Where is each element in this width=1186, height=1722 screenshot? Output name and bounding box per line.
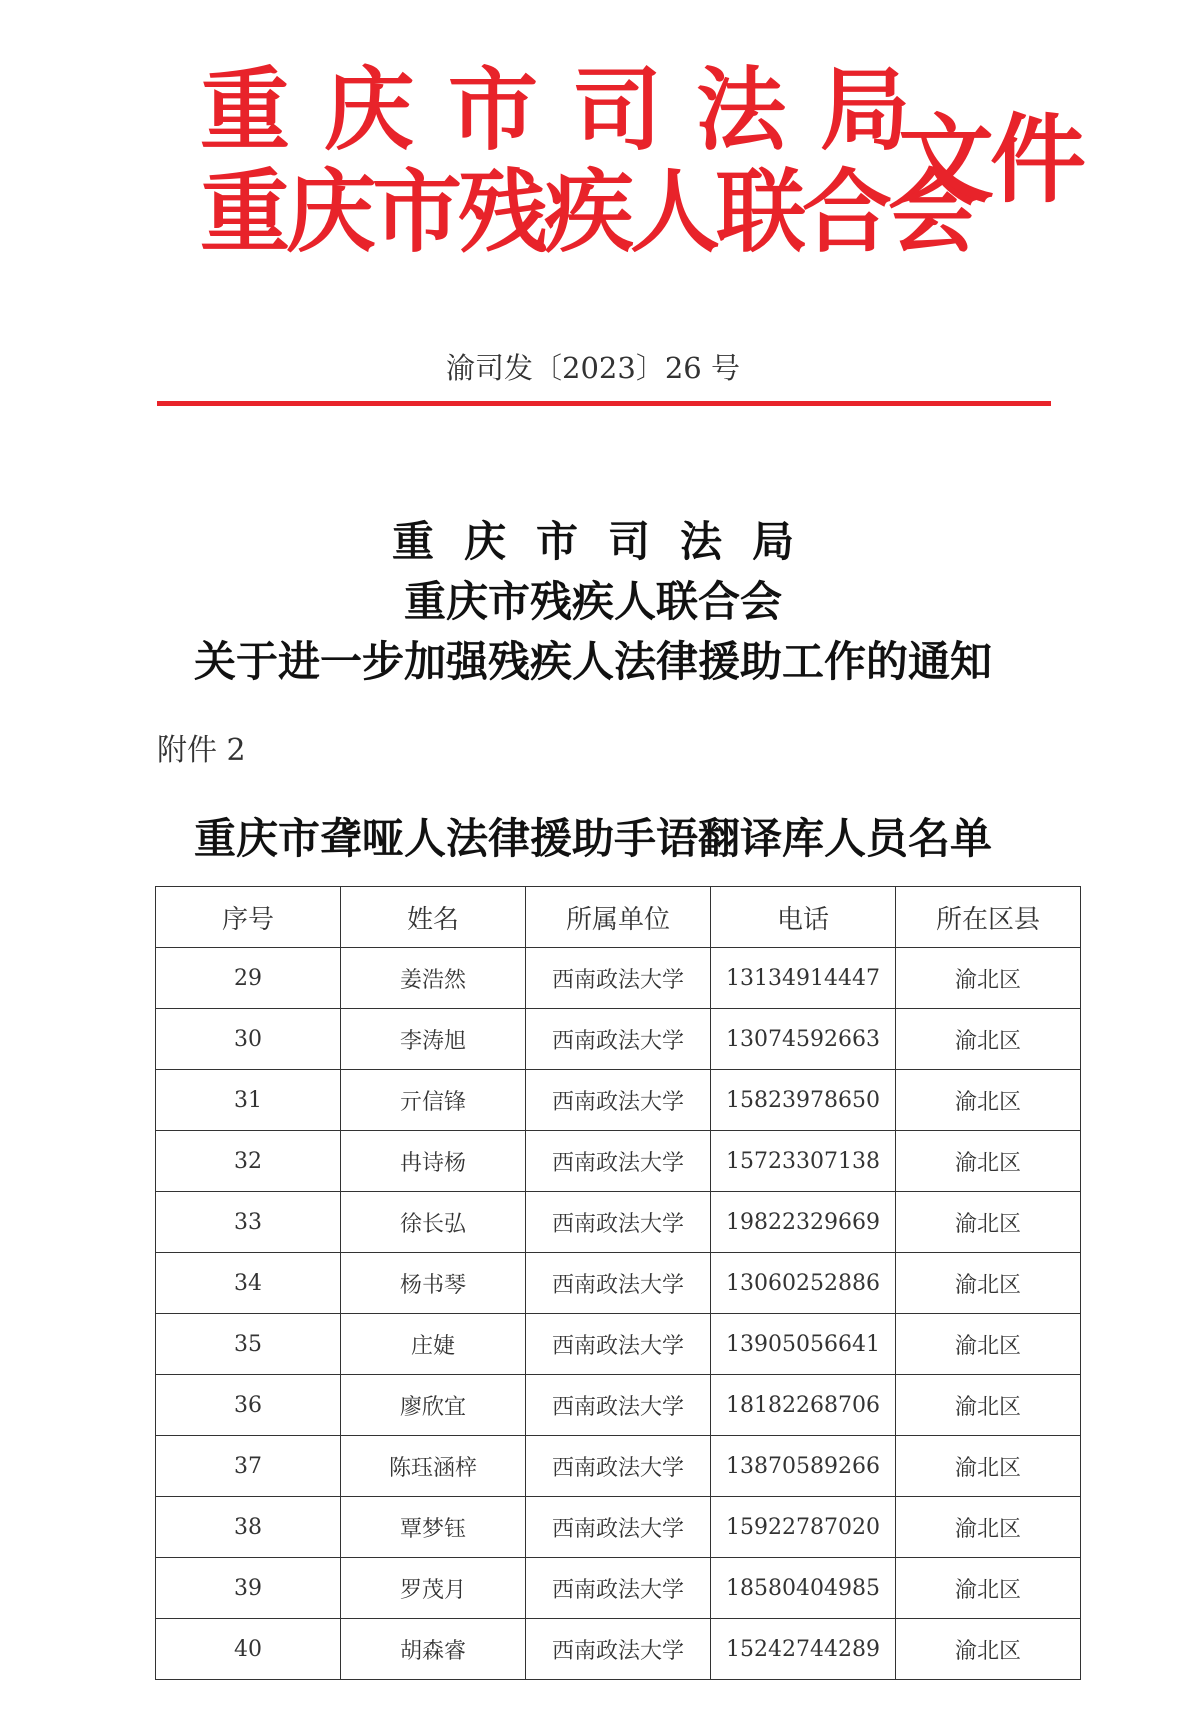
cell-district: 渝北区 <box>896 1497 1081 1558</box>
table-row <box>156 1070 1081 1131</box>
table-row <box>156 1497 1081 1558</box>
cell-name: 覃梦钰 <box>341 1497 526 1558</box>
cell-name: 罗茂月 <box>341 1558 526 1619</box>
cell-index: 30 <box>156 1009 341 1070</box>
cell-index: 31 <box>156 1070 341 1131</box>
cell-phone: 15922787020 <box>711 1497 896 1558</box>
cell-phone: 13060252886 <box>711 1253 896 1314</box>
cell-district: 渝北区 <box>896 1619 1081 1680</box>
cell-unit: 西南政法大学 <box>526 1192 711 1253</box>
red-divider <box>157 401 1051 406</box>
cell-phone: 13134914447 <box>711 948 896 1009</box>
cell-unit: 西南政法大学 <box>526 1009 711 1070</box>
cell-phone: 18182268706 <box>711 1375 896 1436</box>
cell-name: 廖欣宜 <box>341 1375 526 1436</box>
cell-name: 胡森睿 <box>341 1619 526 1680</box>
cell-index: 38 <box>156 1497 341 1558</box>
cell-district: 渝北区 <box>896 1192 1081 1253</box>
cell-district: 渝北区 <box>896 1131 1081 1192</box>
cell-index: 39 <box>156 1558 341 1619</box>
masthead-suffix: 文件 <box>898 104 1082 216</box>
table-row <box>156 1619 1081 1680</box>
cell-index: 37 <box>156 1436 341 1497</box>
cell-name: 亓信锋 <box>341 1070 526 1131</box>
cell-district: 渝北区 <box>896 1558 1081 1619</box>
cell-name: 徐长弘 <box>341 1192 526 1253</box>
cell-phone: 18580404985 <box>711 1558 896 1619</box>
cell-phone: 13905056641 <box>711 1314 896 1375</box>
cell-index: 33 <box>156 1192 341 1253</box>
cell-unit: 西南政法大学 <box>526 948 711 1009</box>
cell-unit: 西南政法大学 <box>526 1375 711 1436</box>
red-masthead <box>190 58 1090 272</box>
cell-district: 渝北区 <box>896 1070 1081 1131</box>
cell-district: 渝北区 <box>896 1375 1081 1436</box>
table-header-row <box>156 887 1081 948</box>
cell-index: 35 <box>156 1314 341 1375</box>
cell-district: 渝北区 <box>896 1436 1081 1497</box>
table-row <box>156 1436 1081 1497</box>
title-line-2: 重庆市残疾人联合会 <box>403 577 782 626</box>
title-line-1: 重庆市司法局 <box>391 517 824 566</box>
cell-phone: 13074592663 <box>711 1009 896 1070</box>
title-line-3: 关于进一步加强残疾人法律援助工作的通知 <box>193 637 992 686</box>
header-unit: 所属单位 <box>526 887 711 948</box>
cell-unit: 西南政法大学 <box>526 1558 711 1619</box>
cell-index: 29 <box>156 948 341 1009</box>
cell-district: 渝北区 <box>896 1253 1081 1314</box>
cell-name: 姜浩然 <box>341 948 526 1009</box>
cell-name: 李涛旭 <box>341 1009 526 1070</box>
header-phone: 电话 <box>711 887 896 948</box>
header-district: 所在区县 <box>896 887 1081 948</box>
cell-phone: 15823978650 <box>711 1070 896 1131</box>
cell-name: 冉诗杨 <box>341 1131 526 1192</box>
cell-name: 陈珏涵梓 <box>341 1436 526 1497</box>
document-title <box>0 512 1186 692</box>
table-row <box>156 1131 1081 1192</box>
roster-table <box>155 886 1081 1680</box>
cell-index: 32 <box>156 1131 341 1192</box>
cell-unit: 西南政法大学 <box>526 1497 711 1558</box>
table-row <box>156 1009 1081 1070</box>
cell-unit: 西南政法大学 <box>526 1314 711 1375</box>
attachment-label: 附件 2 <box>157 733 246 768</box>
cell-phone: 19822329669 <box>711 1192 896 1253</box>
cell-phone: 15242744289 <box>711 1619 896 1680</box>
list-title: 重庆市聋哑人法律援助手语翻译库人员名单 <box>193 814 992 863</box>
masthead-line-2: 重庆市残疾人联合会 <box>200 160 974 265</box>
cell-name: 庄婕 <box>341 1314 526 1375</box>
cell-unit: 西南政法大学 <box>526 1131 711 1192</box>
table-row <box>156 948 1081 1009</box>
table-row <box>156 1314 1081 1375</box>
roster-body <box>156 948 1081 1680</box>
cell-district: 渝北区 <box>896 948 1081 1009</box>
table-row <box>156 1253 1081 1314</box>
cell-unit: 西南政法大学 <box>526 1253 711 1314</box>
header-index: 序号 <box>156 887 341 948</box>
table-row <box>156 1192 1081 1253</box>
cell-unit: 西南政法大学 <box>526 1619 711 1680</box>
cell-district: 渝北区 <box>896 1314 1081 1375</box>
masthead-line-1: 重庆市司法局 <box>200 58 944 163</box>
cell-district: 渝北区 <box>896 1009 1081 1070</box>
header-name: 姓名 <box>341 887 526 948</box>
cell-index: 40 <box>156 1619 341 1680</box>
document-number: 渝司发〔2023〕26 号 <box>446 351 740 385</box>
cell-phone: 15723307138 <box>711 1131 896 1192</box>
cell-phone: 13870589266 <box>711 1436 896 1497</box>
cell-name: 杨书琴 <box>341 1253 526 1314</box>
cell-index: 34 <box>156 1253 341 1314</box>
cell-index: 36 <box>156 1375 341 1436</box>
table-row <box>156 1375 1081 1436</box>
table-row <box>156 1558 1081 1619</box>
cell-unit: 西南政法大学 <box>526 1436 711 1497</box>
cell-unit: 西南政法大学 <box>526 1070 711 1131</box>
